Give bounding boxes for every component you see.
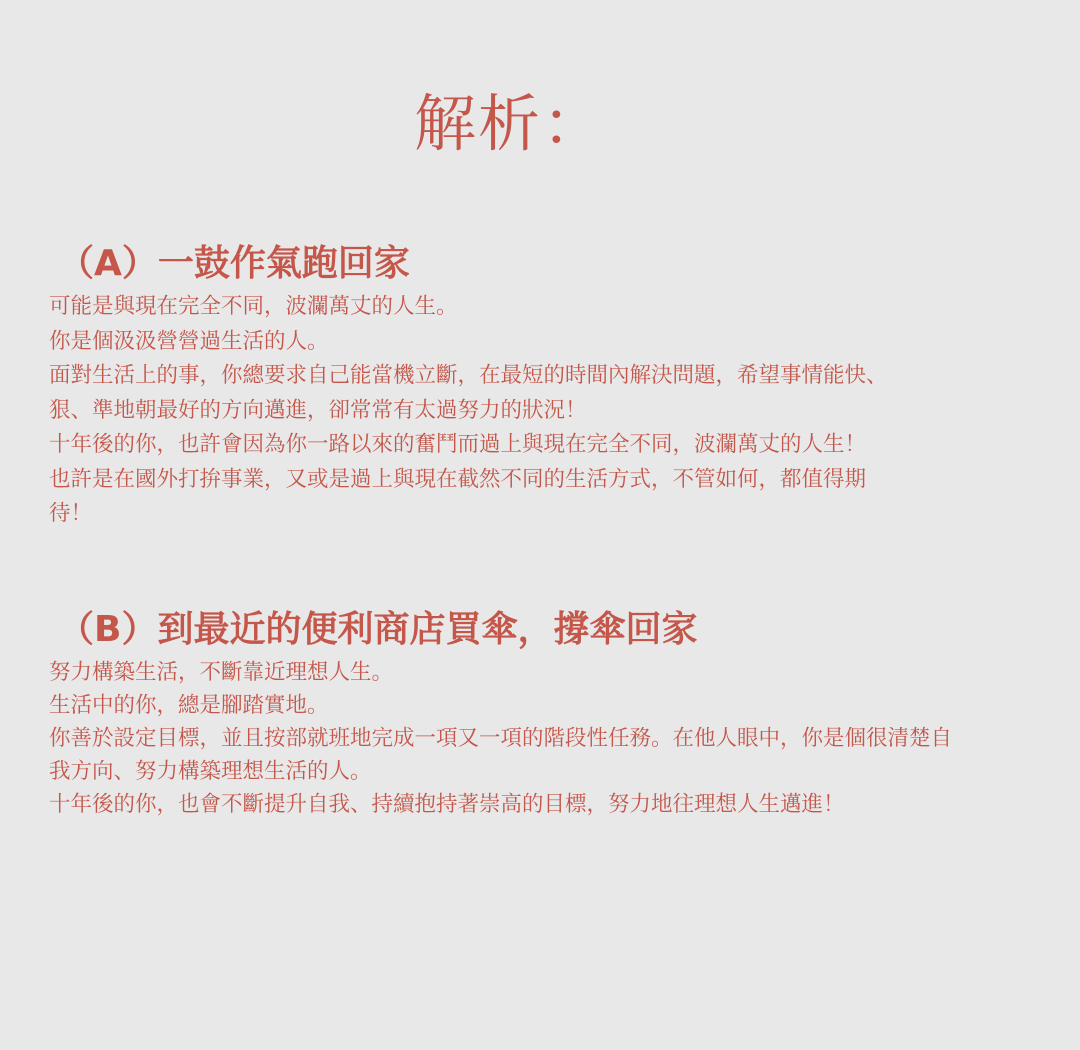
paragraph-line: 待！ [49,501,93,526]
section-body-b [0,656,1070,821]
paragraph-line: 可能是與現在完全不同，波瀾萬丈的人生。 [49,294,458,319]
section-heading-b: （B）到最近的便利商店買傘，撐傘回家 [58,609,698,650]
answer-section-b [0,604,1070,821]
paragraph-line: 十年後的你，也許會因為你一路以來的奮鬥而過上與現在完全不同，波瀾萬丈的人生！ [49,432,867,457]
section-heading-a: （A）一鼓作氣跑回家 [58,243,410,284]
answer-section-a [0,238,1070,532]
paragraph-line: 狠、準地朝最好的方向邁進，卻常常有太過努力的狀況！ [49,397,587,423]
paragraph-line: 你是個汲汲營營過生活的人。 [49,328,329,354]
paragraph-line: 也許是在國外打拚事業，又或是過上與現在截然不同的生活方式，不管如何，都值得期 [49,466,867,492]
section-body-a [0,290,1070,532]
paragraph-line: 面對生活上的事，你總要求自己能當機立斷，在最短的時間內解決問題，希望事情能快、 [49,363,888,388]
paragraph-line: 努力構築生活，不斷靠近理想人生。 [49,660,394,685]
page-title: 解析： [413,86,606,160]
paragraph-line: 十年後的你，也會不斷提升自我、持續抱持著崇高的目標，努力地往理想人生邁進！ [49,792,845,817]
paragraph-line: 你善於設定目標，並且按部就班地完成一項又一項的階段性任務。在他人眼中，你是個很清楚自 [49,726,953,751]
paragraph-line: 生活中的你，總是腳踏實地。 [49,693,329,718]
paragraph-line: 我方向、努力構築理想生活的人。 [49,759,372,784]
